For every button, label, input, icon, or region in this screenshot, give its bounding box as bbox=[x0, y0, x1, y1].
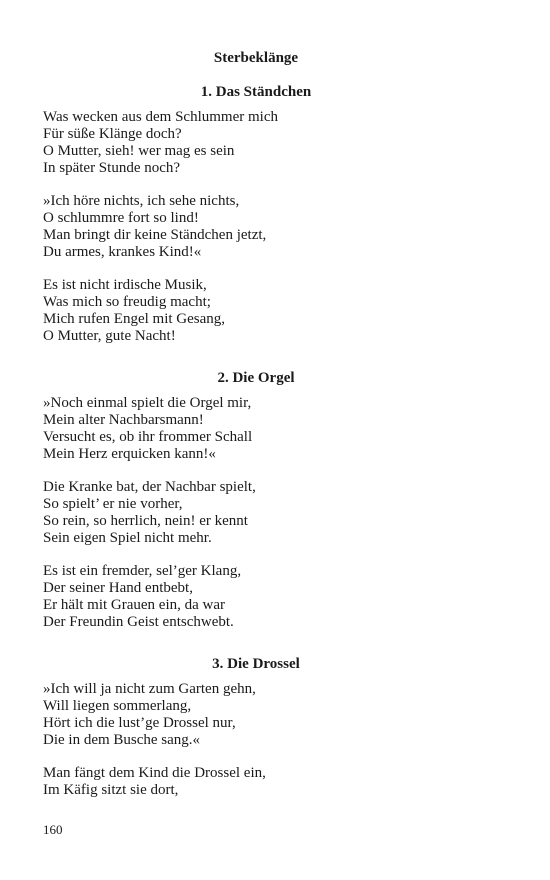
verse-line: Will liegen sommerlang, bbox=[43, 698, 192, 714]
section-title: 3. Die Drossel bbox=[212, 656, 300, 672]
stanza bbox=[43, 563, 513, 631]
stanza bbox=[43, 479, 513, 547]
verse-line: Der seiner Hand entbebt, bbox=[43, 580, 193, 596]
verse-line: O Mutter, sieh! wer mag es sein bbox=[43, 143, 235, 159]
verse-line: »Ich höre nichts, ich sehe nichts, bbox=[43, 193, 240, 209]
verse-line: Du armes, krankes Kind!« bbox=[43, 244, 202, 260]
verse-line: »Ich will ja nicht zum Garten gehn, bbox=[43, 681, 256, 697]
verse-line: Für süße Klänge doch? bbox=[43, 126, 182, 142]
verse-line: Was mich so freudig macht; bbox=[43, 294, 211, 310]
verse-line: Mein Herz erquicken kann!« bbox=[43, 446, 216, 462]
verse-line: »Noch einmal spielt die Orgel mir, bbox=[43, 395, 252, 411]
stanza bbox=[43, 109, 513, 177]
verse-line: Man fängt dem Kind die Drossel ein, bbox=[43, 765, 266, 781]
section-title: 2. Die Orgel bbox=[217, 370, 295, 386]
verse-line: In später Stunde noch? bbox=[43, 160, 181, 176]
section-orgel bbox=[43, 370, 513, 647]
verse-line: Er hält mit Grauen ein, da war bbox=[43, 597, 226, 613]
verse-line: Der Freundin Geist entschwebt. bbox=[43, 614, 234, 630]
verse-line: Mich rufen Engel mit Gesang, bbox=[43, 311, 226, 327]
verse-line: O schlummre fort so lind! bbox=[43, 210, 199, 226]
verse-line: Sein eigen Spiel nicht mehr. bbox=[43, 530, 212, 546]
cycle-title: Sterbeklänge bbox=[213, 50, 299, 66]
verse-line: Hört ich die lust’ge Drossel nur, bbox=[43, 715, 236, 731]
verse-line: Die Kranke bat, der Nachbar spielt, bbox=[43, 479, 256, 495]
verse-line: Was wecken aus dem Schlummer mich bbox=[43, 109, 278, 125]
section-staendchen bbox=[43, 84, 513, 361]
stanza bbox=[43, 395, 513, 463]
section-title: 1. Das Ständchen bbox=[200, 84, 312, 100]
verse-line: O Mutter, gute Nacht! bbox=[43, 328, 176, 344]
stanza bbox=[43, 277, 513, 345]
verse-line: So spielt’ er nie vorher, bbox=[43, 496, 183, 512]
verse-line: Im Käfig sitzt sie dort, bbox=[43, 782, 179, 798]
verse-line: Mein alter Nachbarsmann! bbox=[43, 412, 204, 428]
page-number: 160 bbox=[43, 822, 63, 837]
stanza bbox=[43, 765, 513, 799]
stanza bbox=[43, 681, 513, 749]
stanza bbox=[43, 193, 513, 261]
verse-line: Man bringt dir keine Ständchen jetzt, bbox=[43, 227, 267, 243]
verse-line: Es ist ein fremder, sel’ger Klang, bbox=[43, 563, 242, 579]
verse-line: So rein, so herrlich, nein! er kennt bbox=[43, 513, 248, 529]
verse-line: Versucht es, ob ihr frommer Schall bbox=[43, 429, 253, 445]
section-drossel bbox=[43, 656, 513, 815]
verse-line: Die in dem Busche sang.« bbox=[43, 732, 201, 748]
verse-line: Es ist nicht irdische Musik, bbox=[43, 277, 207, 293]
